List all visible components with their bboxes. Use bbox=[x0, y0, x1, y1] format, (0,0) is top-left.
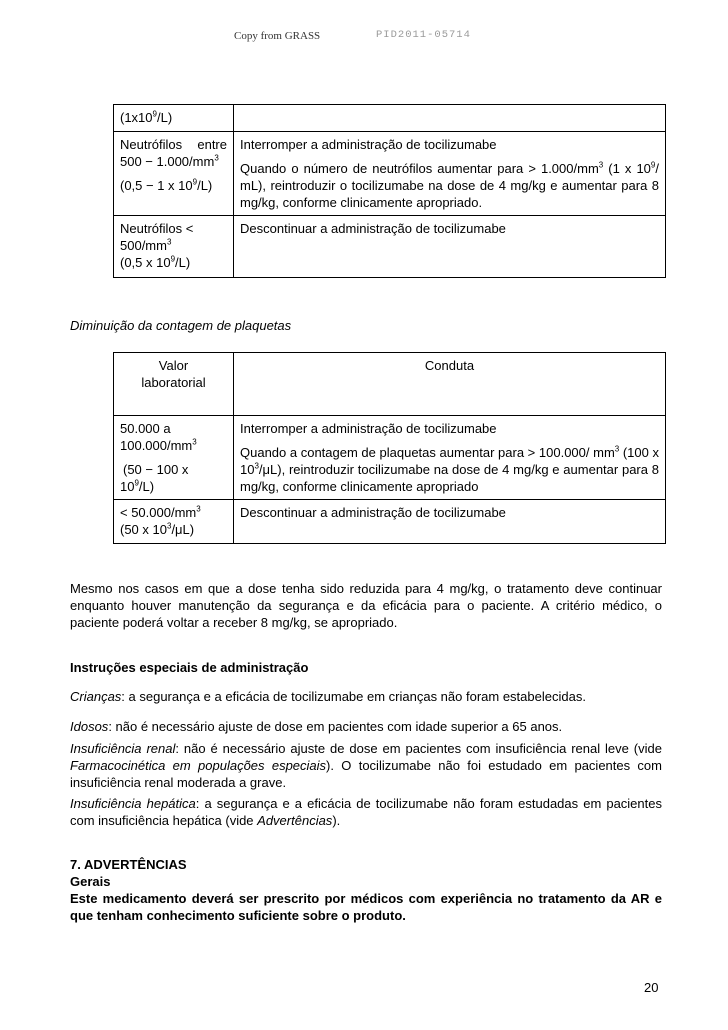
platelet-section-title: Diminuição da contagem de plaquetas bbox=[70, 318, 292, 333]
neutrophil-table bbox=[113, 104, 666, 278]
hepatica-paragraph: Insuficiência hepática: a segurança e a eficácia de tocilizumabe não foram estudadas em pacientes com insuficiência hepática (vide Advertências). bbox=[70, 796, 662, 828]
table-cell bbox=[234, 105, 666, 132]
section-text: Este medicamento deverá ser prescrito por médicos com experiência no tratamento da AR e que tenham conhecimento suficiente sobre o produto. bbox=[70, 891, 662, 923]
page-header bbox=[0, 30, 728, 46]
table-cell: Interromper a administração de tocilizumabe Quando a contagem de plaquetas aumentar para > 100.000/ $mm^3$ (100 x $10^3/\mu L$), reintroduzir tocilizumabe na dose de 4 mg/kg e aumentar para 8 mg/kg, conforme clinicamente apropriado bbox=[234, 416, 666, 500]
section-subheading: Gerais bbox=[70, 874, 111, 889]
platelet-table bbox=[113, 352, 666, 544]
table-row bbox=[114, 132, 666, 216]
table-cell: Neutrófilos < $500/mm^3$ (0,5 x $10^9/L$) bbox=[114, 216, 234, 278]
table-cell: Interromper a administração de tocilizumabe Quando o número de neutrófilos aumentar para > $1.000/mm^3$ (1 x $10^9/$ mL), reintroduzir o tocilizumabe na dose de 4 mg/kg e aumentar para 8 mg/kg, conforme clinicamente apropriado. bbox=[234, 132, 666, 216]
section-heading: 7. ADVERTÊNCIAS bbox=[70, 857, 187, 872]
header-source: Copy from GRASS bbox=[234, 30, 321, 42]
column-header-valor: Valor laboratorial bbox=[114, 353, 234, 416]
table-header-row bbox=[114, 353, 666, 416]
idosos-paragraph: Idosos: não é necessário ajuste de dose em pacientes com idade superior a 65 anos. bbox=[70, 719, 563, 734]
table-cell: Neutrófilos entre $500 - 1.000/mm^3$ (0,5 − 1 x $10^9/L$) bbox=[114, 132, 234, 216]
criancas-paragraph: Crianças: a segurança e a eficácia de tocilizumabe em crianças não foram estabelecidas. bbox=[70, 689, 586, 704]
dose-paragraph: Mesmo nos casos em que a dose tenha sido reduzida para 4 mg/kg, o tratamento deve continuar enquanto houver manutenção da segurança e da eficácia para o paciente. A critério médico, o paciente poderá voltar a receber 8 mg/kg, se apropriado. bbox=[70, 581, 662, 630]
table-row bbox=[114, 105, 666, 132]
header-document-id: PID2011-05714 bbox=[376, 29, 471, 41]
table-cell: Descontinuar a administração de tocilizumabe bbox=[234, 500, 666, 544]
table-row bbox=[114, 416, 666, 500]
table-cell: $(1x10^9/L)$ bbox=[114, 105, 234, 132]
table-row bbox=[114, 216, 666, 278]
advertencias-section bbox=[70, 856, 662, 924]
table-cell: 50.000 a $100.000/mm^3$ (50 − 100 x $10^9/L$) bbox=[114, 416, 234, 500]
advertencias-reference: Advertências bbox=[257, 813, 333, 828]
instructions-title: Instruções especiais de administração bbox=[70, 660, 309, 675]
table-cell: Descontinuar a administração de tocilizumabe bbox=[234, 216, 666, 278]
column-header-conduta: Conduta bbox=[234, 353, 666, 416]
page-number: 20 bbox=[644, 980, 659, 995]
renal-paragraph: Insuficiência renal: não é necessário ajuste de dose em pacientes com insuficiência renal leve (vide Farmacocinética em populações especiais). O tocilizumabe não foi estudado em pacientes com insuficiência renal moderada a grave. bbox=[70, 741, 662, 790]
table-cell: < $50.000/mm^3$ (50 x $10^3/\mu L$) bbox=[114, 500, 234, 544]
table-row bbox=[114, 500, 666, 544]
farmacocinetica-reference: Farmacocinética em populações especiais bbox=[70, 758, 327, 773]
